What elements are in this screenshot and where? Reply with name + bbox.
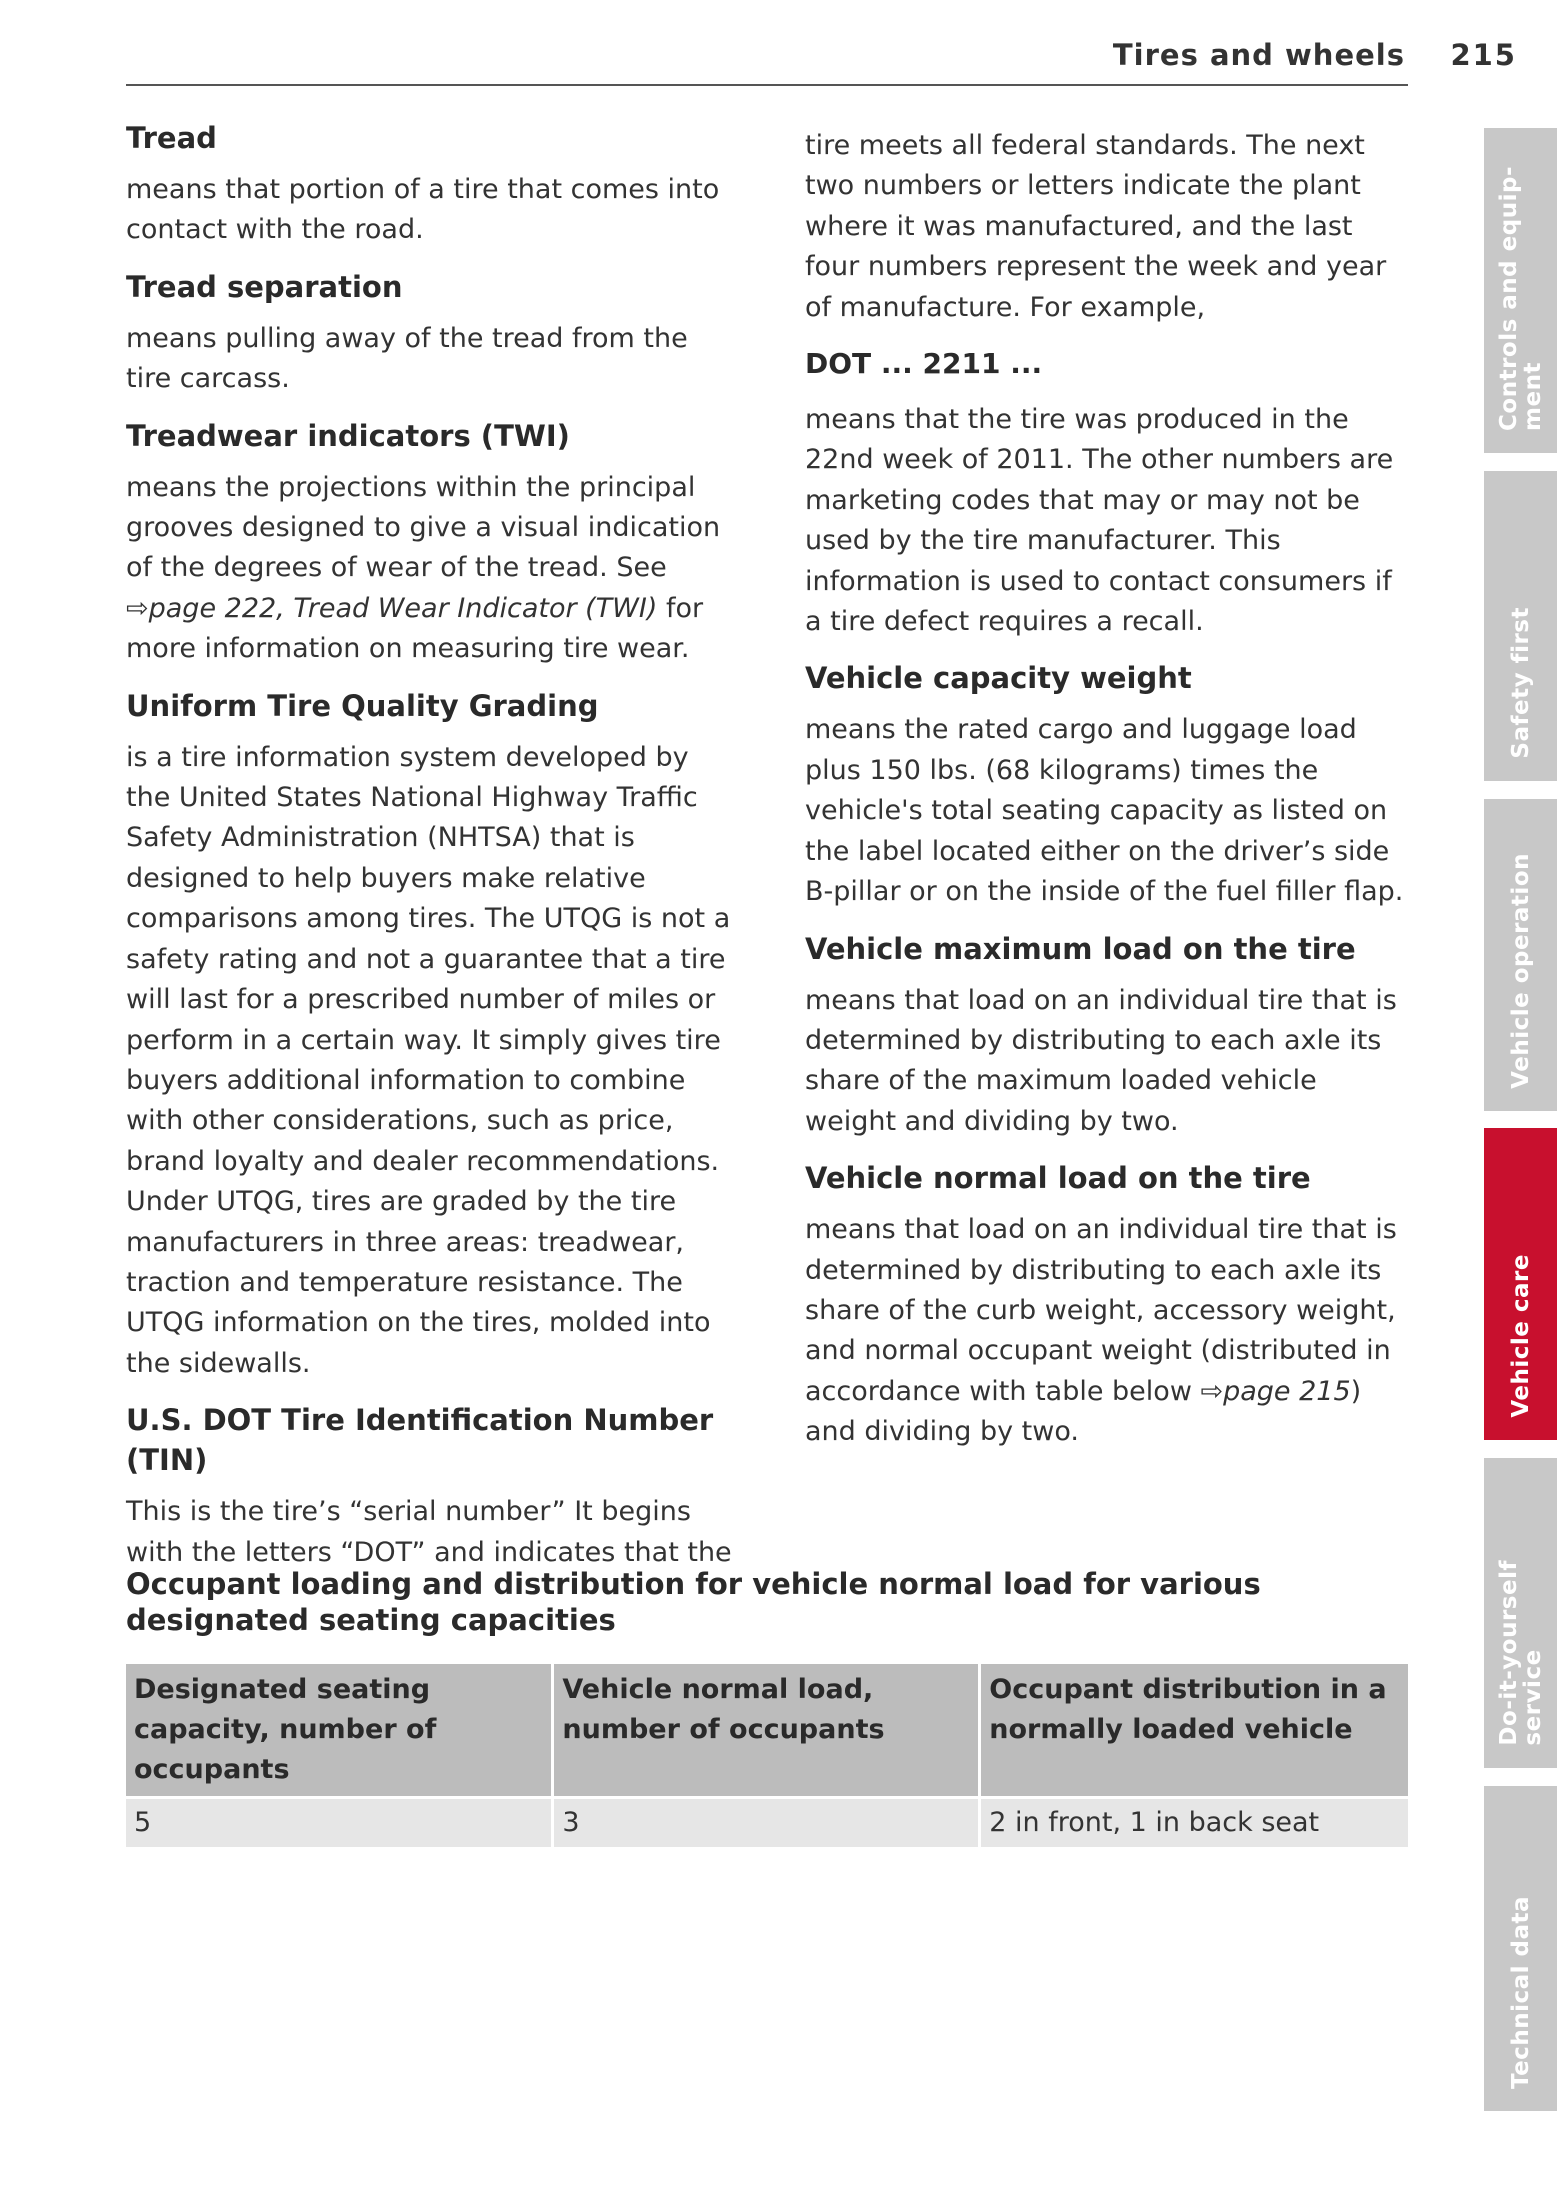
section-title: Tires and wheels (1112, 38, 1405, 72)
definition-vehicle-normal-load (805, 1158, 1415, 1452)
table-cell: 5 (126, 1798, 553, 1848)
definition-text-start: means the projections within the principal grooves designed to give a visual indication of the degrees of wear of the tread. See (126, 471, 721, 584)
tab-label: Safety first (1507, 607, 1534, 759)
definition-text: means that load on an individual tire that is determined by distributing to each axle its share of the maximum loaded vehicle weight and dividing by two. (805, 984, 1397, 1137)
table-header-cell: Designated seating capacity, number of occupants (126, 1664, 553, 1798)
definition-text: means pulling away of the tread from the tire carcass. (126, 322, 688, 395)
definition-text-start: means that load on an individual tire that is determined by distributing to each axle its share of the curb weight, accessory weight, and normal occupant weight (distributed in accordance with table below (805, 1214, 1397, 1407)
dot-code-example: DOT ... 2211 ... (805, 347, 1043, 381)
definition-text (805, 1210, 1415, 1452)
tin-continuation-text: tire meets all federal standards. The next two numbers or letters indicate the plant where it was manufactured, and the last four numbers represent the week and year of manufacture. For example, (805, 130, 1387, 323)
page-number: 215 (1450, 38, 1517, 72)
tab-controls-and-equipment[interactable] (1484, 128, 1557, 453)
definition-tread-separation (126, 267, 736, 400)
tab-label: Do-it-yourself service (1495, 1560, 1546, 1746)
definition-text (126, 468, 736, 670)
definition-text: means that portion of a tire that comes into contact with the road. (126, 174, 720, 246)
tab-technical-data[interactable] (1484, 1786, 1557, 2111)
term-heading: Uniform Tire Quality Grading (126, 688, 599, 723)
table-title: Occupant loading and distribution for vehicle normal load for various designated seating capacities (126, 1567, 1261, 1637)
table-header-row (126, 1664, 1408, 1798)
term-heading: Vehicle normal load on the tire (805, 1161, 1311, 1196)
tab-label: Controls and equip- ment (1495, 166, 1546, 431)
right-column (805, 126, 1415, 1469)
definition-utqg (126, 686, 736, 1385)
tab-label: Vehicle operation (1507, 853, 1534, 1089)
term-heading: Treadwear indicators (TWI) (126, 418, 570, 453)
tab-vehicle-care[interactable] (1484, 1128, 1557, 1440)
dot-explanation-text: means that the tire was produced in the 22nd week of 2011. The other numbers are marketing codes that may or may not be used by the tire manufacturer. This information is used to contact consumers if a tire defect requires a recall. (805, 404, 1394, 638)
definition-text: is a tire information system developed by the United States National Highway Traffic Safety Administration (NHTSA) that is designed to help buyers make relative comparisons among tires. The UTQG is not a safety rating and not a guarantee that a tire will last for a prescribed number of miles or perform in a certain way. It simply gives tire buyers additional information to combine with other considerations, such as price, brand loyalty and dealer recommendations. Under UTQG, tires are graded by the tire manufacturers in three areas: treadwear, traction and temperature resistance. The UTQG information on the tires, molded into the sidewalls. (126, 741, 731, 1379)
term-heading: Vehicle capacity weight (805, 661, 1192, 696)
term-heading: Tread separation (126, 269, 403, 304)
table-cell: 3 (553, 1798, 980, 1848)
definition-text: This is the tire’s “serial number” It begins with the letters “DOT” and indicates that the (126, 1496, 732, 1568)
definition-tread (126, 118, 736, 251)
tab-safety-first[interactable] (1484, 471, 1557, 781)
definition-text: means the rated cargo and luggage load plus 150 lbs. (68 kilograms) times the vehicle's total seating capacity as listed on the label located either on the driver’s side B-pillar or on the inside of the fuel filler flap. (805, 714, 1404, 908)
arrow-right-icon: ⇨ (1200, 1375, 1224, 1407)
term-heading: Tread (126, 121, 217, 155)
tab-label: Vehicle care (1507, 1254, 1534, 1418)
arrow-right-icon: ⇨ (126, 592, 149, 624)
term-heading: U.S. DOT Tire Identification Number (TIN) (126, 1403, 714, 1478)
tab-vehicle-operation[interactable] (1484, 799, 1557, 1111)
table-header-cell: Occupant distribution in a normally loaded vehicle (980, 1664, 1408, 1798)
page-reference-link[interactable]: page 222, Tread Wear Indicator (TWI) (148, 592, 658, 624)
table-row (126, 1798, 1408, 1848)
left-column (126, 118, 736, 1589)
page-reference-link[interactable]: page 215 (1223, 1375, 1351, 1407)
definition-vehicle-maximum-load (805, 929, 1415, 1143)
tab-label: Technical data (1507, 1895, 1534, 2089)
occupant-loading-table (126, 1664, 1408, 1847)
term-heading: Vehicle maximum load on the tire (805, 931, 1356, 966)
tab-do-it-yourself-service[interactable] (1484, 1458, 1557, 1768)
definition-treadwear-indicators (126, 416, 736, 670)
definition-tin (126, 1400, 736, 1573)
header-divider (126, 84, 1408, 86)
definition-text-end: for more information on measuring tire wear. (126, 592, 704, 665)
definition-vehicle-capacity-weight (805, 658, 1415, 912)
definition-text-end: ) and dividing by two. (805, 1375, 1362, 1448)
table-header-cell: Vehicle normal load, number of occupants (553, 1664, 980, 1798)
table-cell: 2 in front, 1 in back seat (980, 1798, 1408, 1848)
